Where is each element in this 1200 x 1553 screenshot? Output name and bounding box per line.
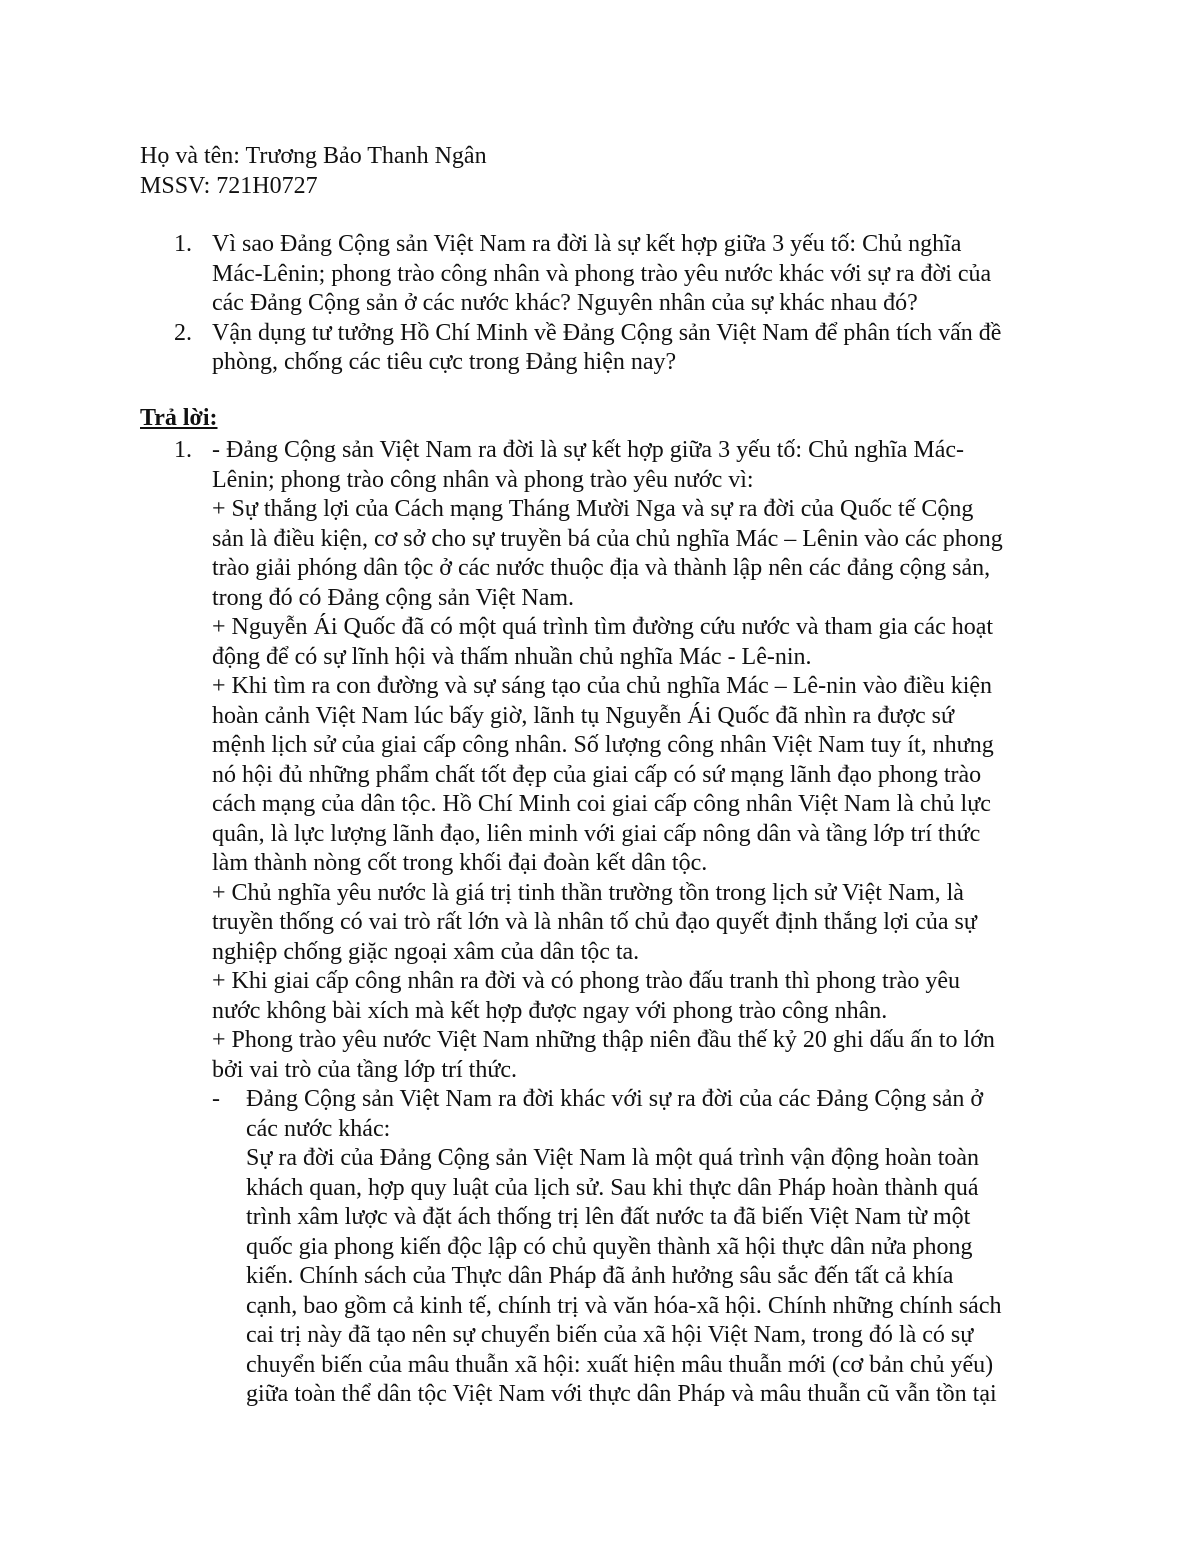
question-text [212, 319, 1062, 378]
answer-line: mệnh lịch sử của giai cấp công nhân. Số lượng công nhân Việt Nam tuy ít, nhưng [212, 732, 994, 758]
answer-line: hoàn cảnh Việt Nam lúc bấy giờ, lãnh tụ Nguyễn Ái Quốc đã nhìn ra được sứ [212, 702, 955, 729]
answer-line: + Chủ nghĩa yêu nước là giá trị tinh thần trường tồn trong lịch sử Việt Nam, là [212, 879, 964, 906]
answer-line: khách quan, hợp quy luật của lịch sử. Sau khi thực dân Pháp hoàn thành quá [246, 1174, 979, 1201]
answer-heading: Trả lời: [140, 405, 218, 431]
answer-line: bởi vai trò của tầng lớp trí thức. [212, 1056, 517, 1083]
answer-line: nước không bài xích mà kết hợp được ngay với phong trào công nhân. [212, 997, 888, 1024]
question-item-2 [140, 319, 1060, 378]
question-number: 2. [174, 319, 192, 346]
answer-number: 1. [174, 437, 192, 463]
answer-line: + Phong trào yêu nước Việt Nam những thập niên đầu thế kỷ 20 ghi dấu ấn to lớn [212, 1027, 995, 1053]
student-header [140, 142, 1060, 201]
question-line: Mác-Lênin; phong trào công nhân và phong trào yêu nước khác với sự ra đời của [212, 260, 992, 287]
question-line: Vận dụng tư tưởng Hồ Chí Minh về Đảng Cộng sản Việt Nam để phân tích vấn đề [212, 319, 1002, 346]
dash-bullet: - [212, 1086, 220, 1112]
answer-line: truyền thống có vai trò rất lớn và là nhân tố chủ đạo quyết định thắng lợi của sự [212, 909, 977, 935]
answer-line: nó hội đủ những phẩm chất tốt đẹp của giai cấp có sứ mạng lãnh đạo phong trào [212, 761, 982, 788]
student-id: MSSV: 721H0727 [140, 172, 318, 199]
answer-dash-item [140, 1085, 1060, 1410]
answer-line: các nước khác: [246, 1115, 391, 1142]
answer-line: chuyển biến của mâu thuẫn xã hội: xuất hiện mâu thuẫn mới (cơ bản chủ yếu) [246, 1351, 994, 1378]
answer-line: cách mạng của dân tộc. Hồ Chí Minh coi giai cấp công nhân Việt Nam là chủ lực [212, 791, 991, 817]
answer-line: Sự ra đời của Đảng Cộng sản Việt Nam là một quá trình vận động hoàn toàn [246, 1145, 980, 1171]
dash-item-body [246, 1085, 1066, 1410]
question-number: 1. [174, 231, 192, 257]
answer-line: sản là điều kiện, cơ sở cho sự truyền bá của chủ nghĩa Mác – Lênin vào các phong [212, 525, 1003, 552]
answer-line: trào giải phóng dân tộc ở các nước thuộc địa và thành lập nên các đảng cộng sản, [212, 555, 991, 581]
answer-line: kiến. Chính sách của Thực dân Pháp đã ảnh hưởng sâu sắc đến tất cả khía [246, 1263, 954, 1289]
answer-item-1 [140, 436, 1060, 1085]
answer-line: + Sự thắng lợi của Cách mạng Tháng Mười Nga và sự ra đời của Quốc tế Cộng [212, 496, 974, 522]
question-line: các Đảng Cộng sản ở các nước khác? Nguyên nhân của sự khác nhau đó? [212, 290, 918, 316]
student-name: Họ và tên: Trương Bảo Thanh Ngân [140, 143, 487, 169]
answer-line: nghiệp chống giặc ngoại xâm của dân tộc ta. [212, 938, 640, 965]
answer-line: + Nguyễn Ái Quốc đã có một quá trình tìm đường cứu nước và tham gia các hoạt [212, 614, 994, 640]
answer-body [212, 436, 1062, 1085]
question-line: phòng, chống các tiêu cực trong Đảng hiện nay? [212, 349, 677, 375]
answer-line: trình xâm lược và đặt ách thống trị lên đất nước ta đã biến Việt Nam từ một [246, 1204, 971, 1230]
answer-line: cạnh, bao gồm cả kinh tế, chính trị và văn hóa-xã hội. Chính những chính sách [246, 1292, 1002, 1319]
answer-line: quân, là lực lượng lãnh đạo, liên minh với giai cấp nông dân và tầng lớp trí thức [212, 820, 981, 847]
answer-line: giữa toàn thể dân tộc Việt Nam với thực dân Pháp và mâu thuẫn cũ vẫn tồn tại [246, 1381, 997, 1407]
answer-line: + Khi giai cấp công nhân ra đời và có phong trào đấu tranh thì phong trào yêu [212, 968, 961, 994]
answer-line: + Khi tìm ra con đường và sự sáng tạo của chủ nghĩa Mác – Lê-nin vào điều kiện [212, 673, 993, 699]
answer-line: - Đảng Cộng sản Việt Nam ra đời là sự kết hợp giữa 3 yếu tố: Chủ nghĩa Mác- [212, 437, 965, 463]
answer-line: trong đó có Đảng cộng sản Việt Nam. [212, 584, 575, 611]
question-text [212, 230, 1062, 319]
answer-line: Đảng Cộng sản Việt Nam ra đời khác với sự ra đời của các Đảng Cộng sản ở [246, 1086, 984, 1112]
answer-line: cai trị này đã tạo nên sự chuyển biến của xã hội Việt Nam, trong đó là có sự [246, 1322, 974, 1348]
answer-list [140, 436, 1060, 1410]
answer-line: động để có sự lĩnh hội và thấm nhuần chủ nghĩa Mác - Lê-nin. [212, 643, 812, 670]
question-list [140, 230, 1060, 378]
answer-line: làm thành nòng cốt trong khối đại đoàn kết dân tộc. [212, 850, 708, 876]
answer-line: Lênin; phong trào công nhân và phong trào yêu nước vì: [212, 466, 754, 493]
question-item-1 [140, 230, 1060, 319]
question-line: Vì sao Đảng Cộng sản Việt Nam ra đời là sự kết hợp giữa 3 yếu tố: Chủ nghĩa [212, 231, 962, 257]
answer-line: quốc gia phong kiến độc lập có chủ quyền thành xã hội thực dân nửa phong [246, 1233, 973, 1260]
